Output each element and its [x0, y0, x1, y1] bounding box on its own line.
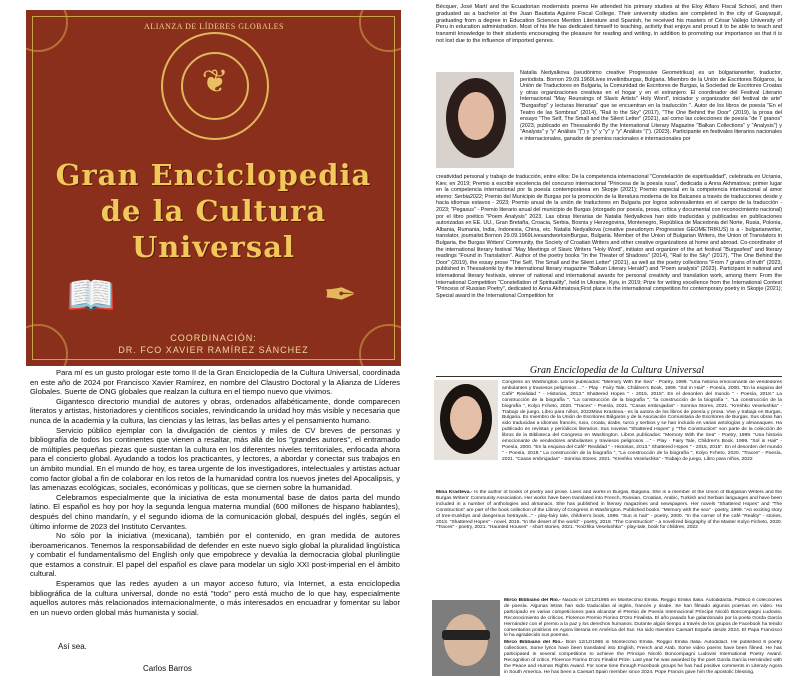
author-name: Mirco Bibbiano del Río.-	[504, 598, 561, 603]
signature: Carlos Barros	[143, 664, 192, 673]
bio-natalia-side: Natalia Nedyalkova (seudónimo creative Progressive Geometrikus) es un búlgarianwriter, traductor, periodista. Bornon 29.09.1969Lives inveliintburgas, Bulgaria. Miembro de la Unión de Escritores Búlgaros, la Unión de Traductores en Bulgaria, la Comunidad de Escritores de Burgas, la Sociedad de Escritores Croatas y otras organizaciones creativas en el hogar y en el extranjero. El coordinador del Festival Literario Internacional "May Reunsings of Slavic Artists" Holy Word", iniciador y organizador del festival de arte" "Burgasfop" y lecturas literarias" que se encuentran en la traducción ". Autor de los libros de poesía "En el Teatro de las Sombras" (2014), "Rail to the Sky" (2017), "The One Behind the Door" (2019), la prosa del ensayo "The Self, The Small and the Silent Letter" (2021), así como las colecciones de poesía "de 7 granos" (2023, publicado en Thessaloniki By the International Literary Magazine "Balkan Collections" y "Analysis") y "Analysis" y "y" Análisis "(") y "y" y "y" y "y" Análisis "("). (2023). Participante en festivales literarios nacionales e internacionales, ganador de premios nacionales e internacionales por	[520, 70, 782, 142]
prologue-paragraph: No sólo por la iniciativa (mexicana), también por el contenido, en gran medida de autores iberoamericanos. Tenemos la responsabilidad de defender en este nuevo siglo global la pluralidad lingüística y combatir el fundamentalismo del English only que empobrece y devalúa la democracia global plurilingüe que estamos a construir. El papel del español es clave para modelar un siglo XXI post-imperial en el ámbito cultural.	[30, 531, 400, 579]
coordination-label: COORDINACIÓN:	[170, 333, 257, 343]
author-name: Mina Krasteva.-	[436, 490, 473, 495]
bio-mirco-es: Mirco Bibbiano del Río.- Nacido el 12/12/1965 en Montecchio Emilia. Reggio Emilia Italia. Autodidacta. Publicó 6 colecciones de poesía. Algunas letras han sido traducidas al inglés, francés y árabe. Se han filmado algunos poemas en video. Ha participado en varias competiciones para alcanzar el Premio de Poesía Internacional Príncipe Nicolò Boncompagni Ludovisi. Reconocimiento de críticos. Florence Premio Fiorino D'Oro Finalista. El año pasado fue galardonado por la poeta Gorda García Hernández con el premio a la paz y los derechos humanos. Durante algún tiempo a través de los grupos de Facebook ha tenido comentarios positivos en Agora literaria en América del Sur. Ha sido miembro Caesart España desde 2024. El Papa Francisco le ha agradecido sus poemas.	[504, 598, 782, 639]
quill-icon: ✒	[323, 273, 357, 317]
prologue-paragraph: Servicio público ejemplar con la divulgación de cientos y miles de CV breves de personas y bibliografía de todos los continentes que vienen a resaltar, más allá de los "grandes autores", el entramado de múltiples pequeñas piezas que sustentan la cultura en los diferentes niveles territoriales, enfocada ahora para el concierto global. Ayudando a todos los practicantes, y lectores, a abordar y conectar sus trabajos en un ámbito mundial. En el mundo de hoy, es tarea urgente de los investigadores, intelectuales y artistas actuar como factor global a fin de colaborar en los retos de la humanidad contra los nuevos jinetes del Apocalipsis, y las amenazas ecológicas, sociales, económicas y políticas, que se ciernen sobre la humanidad.	[30, 425, 400, 493]
bio-natalia-full: creatividad personal y trabajo de traducción, entre ellos: De la competencia internacional "Constelación de espiritualidad", celebrada en Ucrania, Kiev, en 2019; Premio a escribir excelencia del concurso internacional "Princesa de la poesía rusa", dedicada a Anna Akhmatova; primer lugar en la competencia internacional por la poesía contemporánea en Skopje (2021); Premio especial en la competencia internacional al amor eterno: Serbia2022; Premio del Municipio de Burgas por la promoción de la literatura moderna de los Balcanes a través de traducciones desde y hacia idiomas estavos - 2023; Premio anual de la unión de traductores en Bulgaria por logros sobresalientes en el campo de la traducción - 2023; "Pegasus" - Premio literario anual del municipio de Burgas (otorgado por poesía, prosa, crítica y documental con reconocimiento nacional) por el libro poético "Poem Analysis" 2023. Las obras literarias de Natalia Nedyalkova han sido traducidas y publicadas en publicaciones autorizadas en EE. UU., Gran Bretaña, Croacia, Serbia, Bosnia y Herzegovina, Montenegro, República de Macedonia del Norte, Rusia, Polonia, Albania, Rumania, India, Indonesia, China, etc. Natalia Nedyalkova (creative pseudonym Progressive GEOMETRIKUS) is a - bulgarianwriter, translator, journalist.Bornon 29.09.1969LivesandworksinBurgas, Bulgaria. Member of the Union of Bulgarian Writers, the Union of Translators in Bulgaria, the Burgas Writers' Community, the Society of Croatian Writers and other creative organizations at home and abroad. Co-coordinator of the international literary festival "May Meetings of Slavic Writers "Holy Word", initiator and organizer of the art festival "Burgasfest" and literary readings "Found in Translation". Author of the poetry books "In the Theater of Shadows" (2014), "Rail to the Sky" (2017), "The One Behind the Door" (2019), the essay prose "The Self, The Small and the Silent Letter" (2021), as well as the poetry collections "From 7 grains of truth" (2023, published in Thessaloniki by the international literary magazine "Balkan Literary Herald") and "Poem analysis" (2023). Participant in national and international literary festivals, winner of national and international awards for personal creativity and translation work, among them: From the International Competition "Constellation of Spirituality", held in Ukraine, Kyiv, in 2019; Prize for writing excellence from the International Contest "Princess of Russian Poetry", dedicated to Anna Akhmatova;First place in the international competition for contemporary poetry in Skopje (2021); Special award in the International Competition for	[436, 174, 782, 299]
alliance-emblem	[161, 32, 269, 140]
intro-bio-text: Bécquer, José Martí and the Ecuadorian modernists poems He attended his primary studies at the Eloy Alfaro Fiscal School, and then graduated as a bachelor at the Juan Bautista Aguirre Fiscal College. Their university studies are completed in the city of Guayaquil, graduating from a degree in Education Sciences Mention Literature and Spanish, he received his masters of César Vallejo University of Peru in education administration. Most of his life has dedicated himself to teaching, activity that enjoys and proud it to be able to teach and transmit knowledge to their students encouraging the pleasure for reading and writing, in addition to promoting our importance so that it is not lost due to the influence of imported genres.	[436, 4, 782, 44]
emblem-arc-text: ALIANZA DE LÍDERES GLOBALES	[144, 22, 284, 31]
prologue-paragraph: Para mí es un gusto prologar este tomo II de la Gran Enciclopedia de la Cultura Universal, coordinada en este año de 2024 por Francisco Xavier Ramírez, en nombre del Claustro Doctoral y la Alianza de Líderes Globales. Suerte de ONG globales que realzan la cultura en el tiempo nuevo que vivimos.	[30, 368, 400, 397]
bio-mina-es: Congress on Washington. Libros publicados: "Memory With the Sea" - Poetry, 1999. "Una historia emocionante de vendedores ambulantes y traviesos peligrosos ..." - Play · Fairy Tale, Children's Book, 1999. "Sol in Hair" - Poesía, 2000. "En la esquina del Café" Realidad " - Historias, 2013." Shattered Hopes " - 2015, 2015". En el desorden del mundo " - Poesía, 2018." La construcción de la biografía ", "La construcción de la biografía ", "la construcción de la biografía ", "La construcción de la biografía ", Kolyo Fcheto, 2020. "Traces" - Poesía, 2021. "Casas embrujadas" - Sonrisa Stores, 2021. "Kreshko Veselushka" - Trabajo de juego, Libro para niños, 2022Mina Krasteva.- es la autora de los libros de poesía y prosa. Vive y trabaja en Burgas, Bulgaria. Es miembro de la Unión de Escritores Búlgaros y de la Asociación Comunitaria de Escritores de Burgas. Sus obras han sido traducidas a idiomas francés, ruso, croata, árabe, turco y serbios y se han incluido en varias antologías y almanaques. Ha publicado en revistas y periódicos literarios. Sus novelas "Shattered Hopes" y "The Construction" son parte de la colección de libros de la Biblioteca del Congreso en Washington. Libros publicados: "Memory With the Sea" - Poetry, 1999. "Una historia emocionante de vendedores ambulantes y traviesos peligrosos ..." - Play · Fairy Tale, Children's Book, 1999. "Sol in Hair" - Poesía, 2000. "En la esquina del Café" Realidad " - Historias, 2013." Shattered Hopes " - 2015, 2015". En el desorden del mundo " - Poesía, 2018." La construcción de la biografía ", "La construcción de la biografía ", Kolyo Fcheto, 2020. "Traces" - Poesía, 2021. "Casas embrujadas" - Sonrisa Stores, 2021. "Kreshko Veselushka" - Trabajo de juego, Libro para niños, 2022	[502, 380, 782, 462]
author-photo-mirco	[432, 600, 500, 676]
cover-title-line3: Universal	[131, 230, 296, 264]
author-photo-natalia	[436, 72, 514, 168]
open-book-icon: 📖	[66, 274, 116, 318]
book-cover	[26, 10, 401, 366]
author-photo-mina	[434, 380, 498, 460]
closing-line: Así sea.	[58, 642, 87, 651]
header-divider	[436, 376, 782, 377]
bio-mina-en: Mina Krasteva.- Is the author of books of poetry and prose. Lives and works in Burgas, Bulgaria. She is a member of the Union of Bulgarian Writers and the Burgas Writers' Community Association. Her works have been translated into French, Russian, Croatian, Arabic, Turkish and Serbian languages and have been included in a number of anthologies and almanacs. She has published in literary magazines and newspapers. Her novels "Shattered Hopes" and "The Construction" are part of the book collection of the Library of Congress in Washington. Published books: "Memory with the sea" - poetry, 1999. "An exciting story of tree-trunkbys and dangerous betrayals..." - play-fairy tale, children's book, 1999. "Sun in hair" - poetry, 2000. "In the corner of the café "Reality" - stories, 2013. "Shattered Hopes" - novel, 2015. "In the desert of the world" - poetry, 2018. "The Construction" - a novelized biography of the Master Kolyo Ficheto, 2020. "Traces" - poetry, 2021. "Haunted Houses" - short stories, 2021. "Knizhka Veselushka" - play-tale, book for children, 2022	[436, 490, 782, 531]
section-header: Gran Enciclopedia de la Cultura Universal	[529, 365, 705, 376]
cover-title-line2: de la Cultura	[100, 194, 327, 228]
prologue-article	[30, 368, 400, 617]
bio-mirco-en: Mirco Bibbiano del Río.- Born 12/12/1965 in Montecchio Emilia. Reggio Emilia Italia. Autodidact. He published 6 poetry collections. Some lyrics have been translated into English, French and Arab. Some video poems have been filmed. He has participated in several competitions to achieve the Principe Nicolò Boncompagni Ludovisi International Poetry Award. Recognition of critics. Florence Fiorino D'oro Finalist Prize. Last year he was awarded by the poet Gorda García Hernández with the Peace and Human Rights Award. For some time through Facebook groups he has had positive comments in Literary Agora in South America. He has been a Caesart Spain member since 2024. Pope Francis gave him the apostolic blessing.	[504, 640, 782, 675]
prologue-paragraph: Gigantesco directorio mundial de autores y obras, ordenados alfabéticamente, donde comparecen literatos y artistas, historiadores y científicos sociales, reivindicando la unidad hoy más visible y necesaria que nunca de la academia y la cultura, las ciencias y las letras, las bellas artes y el pensamiento humano.	[30, 396, 400, 425]
cover-title-line1: Gran Enciclopedia	[55, 158, 372, 192]
tree-emblem-icon: ❦	[201, 63, 229, 99]
prologue-paragraph: Celebramos especialmente que la iniciativa de esta monumental base de datos parta del mundo latino. El español es hoy por hoy la segunda lengua materna mundial (600 millones de hispano hablantes), después del chino mandarín, y el segundo idioma de la comunicación global, después del inglés, según el último informe de 2023 del Instituto Cervantes.	[30, 492, 400, 531]
author-name: Mirco Bibbiano del Río.-	[504, 640, 564, 645]
coordinator-name: DR. FCO XAVIER RAMÍREZ SÁNCHEZ	[118, 345, 309, 355]
prologue-paragraph: Esperamos que las redes ayuden a un mayor acceso futuro, vía Internet, a esta enciclopedia bibliográfica de la cultura universal, donde no está "todo" pero está mucho de lo que hay, especialmente aquellos autores más relacionados internacionalmente, o más interesados en encuadrar y fomentar su labor en un nuevo orden global más humanista y social.	[30, 579, 400, 617]
